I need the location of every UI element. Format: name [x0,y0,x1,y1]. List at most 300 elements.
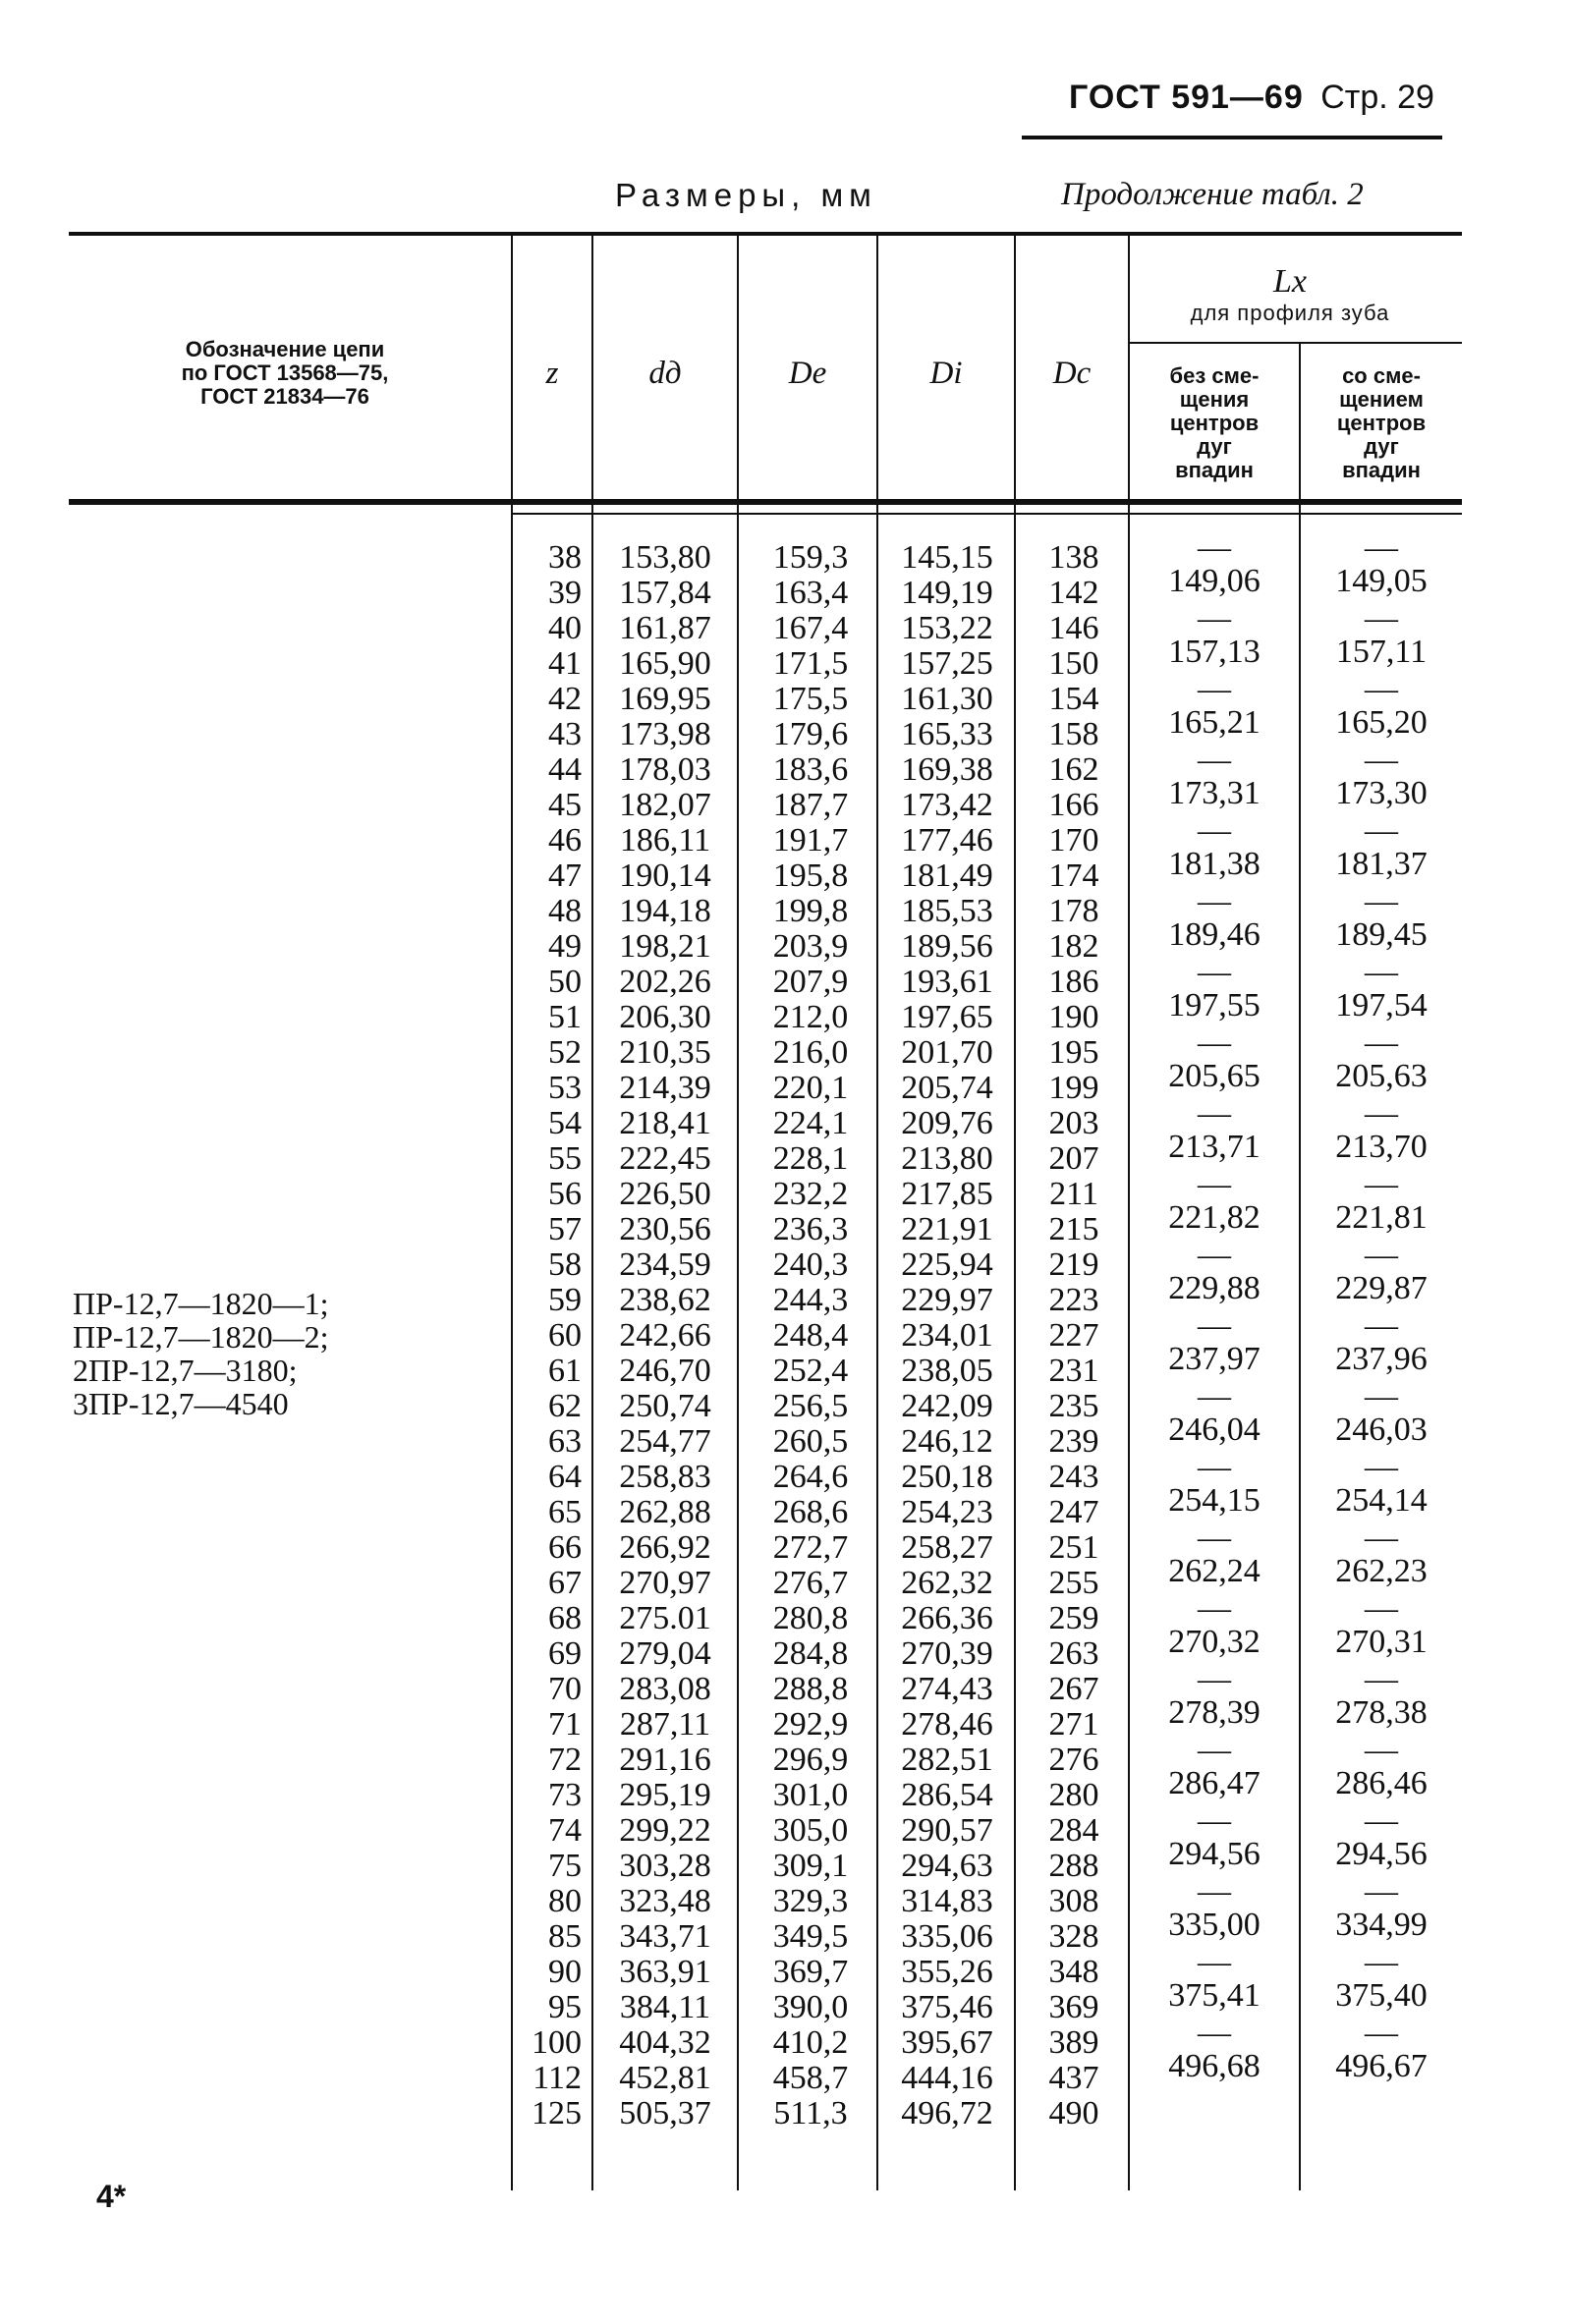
de-cell: 276,7 [772,1565,849,1601]
units-caption: Размеры, мм [615,177,877,213]
lx-no-shift-cell: 229,88 [1168,1270,1261,1306]
dc-cell: 239 [1048,1423,1099,1460]
col-rule [511,236,513,2190]
z-cell: 112 [532,2060,582,2096]
lx-shift-cell: 278,38 [1335,1694,1428,1731]
z-cell: 63 [548,1423,582,1460]
dc-cell: 146 [1048,610,1099,646]
dd-cell: 214,39 [619,1070,711,1106]
lx-shift-cell: 173,30 [1335,775,1428,811]
lx-header [1128,250,1452,339]
de-cell: 183,6 [772,751,849,788]
z-cell: 66 [548,1529,582,1566]
di-cell: 266,36 [901,1600,993,1636]
z-cell: 47 [548,858,582,894]
z-column [515,540,582,2131]
dc-cell: 186 [1048,964,1099,1000]
col-rule [1014,236,1016,2190]
page-header [1069,79,1442,134]
lx-header-rule [1128,342,1462,344]
di-cell: 335,06 [901,1918,993,1955]
di-cell: 229,97 [901,1282,993,1318]
de-cell: 272,7 [772,1529,849,1566]
di-cell: 355,26 [901,1954,993,1990]
lx-no-shift-cell: — [1198,1661,1231,1697]
de-cell: 232,2 [772,1176,849,1212]
dd-cell: 246,70 [619,1353,711,1389]
z-cell: 43 [548,716,582,752]
z-cell: 80 [548,1883,582,1919]
dd-cell: 182,07 [619,787,711,823]
de-cell: 216,0 [772,1034,849,1071]
lx-no-shift-cell: 270,32 [1168,1624,1261,1660]
dc-column [1018,540,1130,2131]
de-cell: 280,8 [772,1600,849,1636]
dd-cell: 210,35 [619,1034,711,1071]
lx-no-shift-cell: 286,47 [1168,1765,1261,1801]
z-cell: 100 [532,2024,582,2061]
di-cell: 185,53 [901,893,993,929]
di-cell: 221,91 [901,1211,993,1247]
lx-no-shift-cell: 189,46 [1168,916,1261,953]
dd-cell: 178,03 [619,751,711,788]
dd-cell: 254,77 [619,1423,711,1460]
di-column [880,540,1014,2131]
z-cell: 46 [548,822,582,858]
de-header: De [788,355,827,391]
z-cell: 38 [548,539,582,576]
dd-column [595,540,735,2131]
lx-shift-cell: 189,45 [1335,916,1428,953]
de-cell: 458,7 [772,2060,849,2096]
dc-cell: 166 [1048,787,1099,823]
di-cell: 314,83 [901,1883,993,1919]
di-cell: 234,01 [901,1317,993,1354]
dc-cell: 490 [1048,2095,1099,2131]
dd-cell: 226,50 [619,1176,711,1212]
dd-cell: 384,11 [619,1989,711,2025]
lx-shift-cell: — [1365,1307,1398,1344]
di-cell: 278,46 [901,1706,993,1743]
z-cell: 62 [548,1388,582,1424]
dd-cell: 505,37 [619,2095,711,2131]
di-cell: 217,85 [901,1176,993,1212]
z-cell: 72 [548,1742,582,1778]
di-cell: 149,19 [901,575,993,611]
z-cell: 44 [548,751,582,788]
lx-no-shift-cell: — [1198,883,1231,919]
lx-no-shift-cell: 213,71 [1168,1129,1261,1165]
lx-no-shift-cell: 221,82 [1168,1199,1261,1236]
dd-cell: 186,11 [619,822,711,858]
continuation-caption: Продолжение табл. 2 [1061,177,1364,212]
z-cell: 85 [548,1918,582,1955]
di-cell: 193,61 [901,964,993,1000]
de-cell: 369,7 [772,1954,849,1990]
dd-cell: 157,84 [619,575,711,611]
lx-no-shift-cell: — [1198,1944,1231,1980]
lx-shift-cell: — [1365,954,1398,990]
dd-cell: 173,98 [619,716,711,752]
dd-header: dд [648,355,682,391]
di-cell: 375,46 [901,1989,993,2025]
de-cell: 175,5 [772,681,849,717]
col-rule [737,236,739,2190]
di-cell: 250,18 [901,1459,993,1495]
lx-shift-cell: — [1365,600,1398,636]
z-cell: 57 [548,1211,582,1247]
lx-no-shift-cell: 294,56 [1168,1836,1261,1872]
lx-no-shift-cell: — [1198,1449,1231,1485]
de-cell: 256,5 [772,1388,849,1424]
de-cell: 264,6 [772,1459,849,1495]
dc-cell: 308 [1048,1883,1099,1919]
lx-no-shift-cell: — [1198,1166,1231,1202]
lx-symbol: Lx [1273,263,1307,300]
de-cell: 244,3 [772,1282,849,1318]
dc-cell: 190 [1048,999,1099,1035]
dd-cell: 295,19 [619,1777,711,1813]
lx-no-shift-cell: — [1198,1873,1231,1909]
lx-no-shift-cell: 149,06 [1168,563,1261,599]
de-cell: 187,7 [772,787,849,823]
lx-shift-cell: — [1365,883,1398,919]
lx-shift-column [1303,529,1460,2161]
z-cell: 69 [548,1635,582,1672]
header-bottom-rule [69,499,1462,505]
z-cell: 50 [548,964,582,1000]
di-cell: 270,39 [901,1635,993,1672]
lx-no-shift-cell: 181,38 [1168,846,1261,882]
chain-designations: ПР-12,7—1820—1; ПР-12,7—1820—2; 2ПР-12,7—3180; 3ПР-12,7—4540 [73,1286,329,1421]
de-cell: 220,1 [772,1070,849,1106]
lx-no-shift-cell: 157,13 [1168,634,1261,670]
de-cell: 292,9 [772,1706,849,1743]
dc-cell: 231 [1048,1353,1099,1389]
lx-no-shift-cell: — [1198,1732,1231,1768]
di-cell: 153,22 [901,610,993,646]
de-cell: 248,4 [772,1317,849,1354]
dc-cell: 199 [1048,1070,1099,1106]
dc-cell: 211 [1049,1176,1098,1212]
de-cell: 163,4 [772,575,849,611]
de-cell: 296,9 [772,1742,849,1778]
lx-shift-cell: 375,40 [1335,1977,1428,2014]
lx-shift-cell: — [1365,1944,1398,1980]
dc-cell: 227 [1048,1317,1099,1354]
dc-cell: 247 [1048,1494,1099,1530]
z-cell: 70 [548,1671,582,1707]
di-cell: 201,70 [901,1034,993,1071]
dc-cell: 158 [1048,716,1099,752]
dc-cell: 369 [1048,1989,1099,2025]
dc-cell: 223 [1048,1282,1099,1318]
dd-cell: 222,45 [619,1140,711,1177]
lx-shift-cell: 262,23 [1335,1553,1428,1589]
lx-shift-cell: — [1365,812,1398,849]
standard-number: ГОСТ 591—69 [1069,79,1304,116]
z-cell: 73 [548,1777,582,1813]
de-cell: 191,7 [772,822,849,858]
lx-no-shift-cell: — [1198,1802,1231,1839]
z-cell: 52 [548,1034,582,1071]
dc-cell: 276 [1048,1742,1099,1778]
di-cell: 282,51 [901,1742,993,1778]
lx-no-shift-cell: — [1198,671,1231,707]
z-cell: 48 [548,893,582,929]
dc-cell: 178 [1048,893,1099,929]
page-number: Стр. 29 [1320,79,1434,116]
dc-cell: 235 [1048,1388,1099,1424]
lx-no-shift-cell: — [1198,1307,1231,1344]
lx-no-shift-cell: — [1198,742,1231,778]
dd-cell: 323,48 [619,1883,711,1919]
di-cell: 157,25 [901,645,993,682]
lx-shift-cell: — [1365,671,1398,707]
z-cell: 90 [548,1954,582,1990]
dd-cell: 303,28 [619,1848,711,1884]
di-cell: 161,30 [901,681,993,717]
lx-shift-cell: — [1365,1095,1398,1132]
de-cell: 228,1 [772,1140,849,1177]
lx-shift-cell: — [1365,1661,1398,1697]
lx-no-shift-cell: 205,65 [1168,1058,1261,1094]
lx-shift-cell: — [1365,1590,1398,1627]
de-column [743,540,878,2131]
lx-shift-cell: 254,14 [1335,1482,1428,1519]
z-cell: 54 [548,1105,582,1141]
de-cell: 390,0 [772,1989,849,2025]
z-cell: 40 [548,610,582,646]
de-cell: 349,5 [772,1918,849,1955]
di-cell: 258,27 [901,1529,993,1566]
de-cell: 268,6 [772,1494,849,1530]
header-bottom-rule-thin [511,513,1462,515]
lx-no-shift-cell: 173,31 [1168,775,1261,811]
dc-cell: 259 [1048,1600,1099,1636]
lx-shift-cell: 286,46 [1335,1765,1428,1801]
dc-cell: 154 [1048,681,1099,717]
lx-no-shift-cell: 254,15 [1168,1482,1261,1519]
di-cell: 169,38 [901,751,993,788]
di-cell: 238,05 [901,1353,993,1389]
lx-shift-cell: 294,56 [1335,1836,1428,1872]
lx-shift-cell: 213,70 [1335,1129,1428,1165]
dd-cell: 206,30 [619,999,711,1035]
z-cell: 67 [548,1565,582,1601]
z-cell: 41 [548,645,582,682]
di-cell: 225,94 [901,1246,993,1283]
lx-no-shift-cell: — [1198,1024,1231,1061]
di-header: Di [929,355,963,391]
lx-no-shift-cell: — [1198,812,1231,849]
dd-cell: 242,66 [619,1317,711,1354]
lx-no-shift-cell: 165,21 [1168,704,1261,741]
di-cell: 173,42 [901,787,993,823]
lx-shift-cell: 197,54 [1335,987,1428,1024]
de-cell: 203,9 [772,928,849,965]
dc-cell: 207 [1048,1140,1099,1177]
z-cell: 53 [548,1070,582,1106]
lx-no-shift-cell: — [1198,1520,1231,1556]
dd-cell: 279,04 [619,1635,711,1672]
di-cell: 181,49 [901,858,993,894]
dc-cell: 170 [1048,822,1099,858]
di-cell: 145,15 [901,539,993,576]
de-cell: 260,5 [772,1423,849,1460]
dc-cell: 251 [1048,1529,1099,1566]
di-cell: 246,12 [901,1423,993,1460]
di-cell: 262,32 [901,1565,993,1601]
di-cell: 209,76 [901,1105,993,1141]
dc-cell: 389 [1048,2024,1099,2061]
lx-shift-cell: — [1365,1520,1398,1556]
dc-cell: 215 [1048,1211,1099,1247]
dc-header: Dc [1052,355,1092,391]
lx-shift-cell: 157,11 [1335,634,1428,670]
dd-cell: 258,83 [619,1459,711,1495]
dc-cell: 142 [1048,575,1099,611]
dc-cell: 284 [1048,1812,1099,1849]
di-cell: 189,56 [901,928,993,965]
de-cell: 236,3 [772,1211,849,1247]
dc-cell: 280 [1048,1777,1099,1813]
lx-no-shift-cell: 197,55 [1168,987,1261,1024]
z-cell: 59 [548,1282,582,1318]
dd-cell: 198,21 [619,928,711,965]
z-cell: 49 [548,928,582,965]
lx-shift-cell: 246,03 [1335,1411,1428,1448]
di-cell: 274,43 [901,1671,993,1707]
dd-cell: 165,90 [619,645,711,682]
dc-cell: 195 [1048,1034,1099,1071]
dd-cell: 262,88 [619,1494,711,1530]
lx-shift-cell: 270,31 [1335,1624,1428,1660]
dd-cell: 343,71 [619,1918,711,1955]
de-cell: 301,0 [772,1777,849,1813]
lx-shift-cell: — [1365,1024,1398,1061]
lx-no-shift-cell: 335,00 [1168,1907,1261,1943]
di-cell: 165,33 [901,716,993,752]
footer-mark: 4* [96,2179,127,2214]
dd-cell: 153,80 [619,539,711,576]
di-cell: 213,80 [901,1140,993,1177]
col-rule [591,236,593,2190]
dc-cell: 182 [1048,928,1099,965]
lx-shift-cell: 237,96 [1335,1341,1428,1377]
di-cell: 294,63 [901,1848,993,1884]
dd-cell: 190,14 [619,858,711,894]
z-cell: 45 [548,787,582,823]
dd-cell: 270,97 [619,1565,711,1601]
lx-shift-cell: — [1365,1237,1398,1273]
dc-cell: 219 [1048,1246,1099,1283]
lx-no-shift-cell: 262,24 [1168,1553,1261,1589]
de-cell: 284,8 [772,1635,849,1672]
z-cell: 60 [548,1317,582,1354]
de-cell: 159,3 [772,539,849,576]
lx-shift-cell: 496,67 [1335,2048,1428,2084]
z-cell: 68 [548,1600,582,1636]
lx-no-shift-cell: — [1198,1378,1231,1414]
di-cell: 242,09 [901,1388,993,1424]
lx-shift-cell: — [1365,1166,1398,1202]
lx-subtitle: для профиля зуба [1190,301,1390,325]
dd-cell: 234,59 [619,1246,711,1283]
lx-no-shift-cell: 496,68 [1168,2048,1261,2084]
dc-cell: 267 [1048,1671,1099,1707]
di-cell: 286,54 [901,1777,993,1813]
z-cell: 75 [548,1848,582,1884]
z-cell: 65 [548,1494,582,1530]
di-cell: 254,23 [901,1494,993,1530]
di-cell: 177,46 [901,822,993,858]
de-cell: 511,3 [773,2095,848,2131]
di-cell: 205,74 [901,1070,993,1106]
z-cell: 64 [548,1459,582,1495]
lx-no-shift-cell: — [1198,600,1231,636]
lx-no-shift-cell: — [1198,529,1231,566]
lx-shift-cell: 181,37 [1335,846,1428,882]
dc-cell: 271 [1048,1706,1099,1743]
di-cell: 290,57 [901,1812,993,1849]
dd-cell: 291,16 [619,1742,711,1778]
lx-shift-cell: — [1365,2015,1398,2051]
dd-cell: 238,62 [619,1282,711,1318]
dd-cell: 363,91 [619,1954,711,1990]
lx-shift-header: со сме- щением центров дуг впадин [1336,363,1427,482]
lx-shift-cell: 221,81 [1335,1199,1428,1236]
dd-cell: 287,11 [619,1706,711,1743]
lx-no-shift-header: без сме- щения центров дуг впадин [1169,363,1260,482]
di-cell: 197,65 [901,999,993,1035]
de-cell: 212,0 [772,999,849,1035]
lx-shift-cell: 205,63 [1335,1058,1428,1094]
table-top-rule [69,232,1462,236]
di-cell: 444,16 [901,2060,993,2096]
lx-shift-cell: 229,87 [1335,1270,1428,1306]
de-cell: 329,3 [772,1883,849,1919]
de-cell: 305,0 [772,1812,849,1849]
z-cell: 71 [548,1706,582,1743]
dc-cell: 348 [1048,1954,1099,1990]
lx-no-shift-cell: 237,97 [1168,1341,1261,1377]
de-cell: 240,3 [772,1246,849,1283]
de-cell: 195,8 [772,858,849,894]
de-cell: 309,1 [772,1848,849,1884]
lx-shift-cell: 149,05 [1335,563,1428,599]
z-cell: 42 [548,681,582,717]
dd-cell: 283,08 [619,1671,711,1707]
lx-no-shift-cell: 246,04 [1168,1411,1261,1448]
dc-cell: 138 [1048,539,1099,576]
de-cell: 199,8 [772,893,849,929]
dd-cell: 194,18 [619,893,711,929]
z-cell: 74 [548,1812,582,1849]
designation-header: Обозначение цепи по ГОСТ 13568—75, ГОСТ 21834—76 [181,337,389,409]
lx-no-shift-cell: 278,39 [1168,1694,1261,1731]
lx-no-shift-cell: — [1198,954,1231,990]
z-cell: 58 [548,1246,582,1283]
dc-cell: 203 [1048,1105,1099,1141]
lx-shift-cell: — [1365,1802,1398,1839]
header-rule [1022,136,1442,139]
de-cell: 252,4 [772,1353,849,1389]
z-cell: 125 [532,2095,582,2131]
lx-no-shift-cell: — [1198,1095,1231,1132]
de-cell: 224,1 [772,1105,849,1141]
dd-cell: 218,41 [619,1105,711,1141]
